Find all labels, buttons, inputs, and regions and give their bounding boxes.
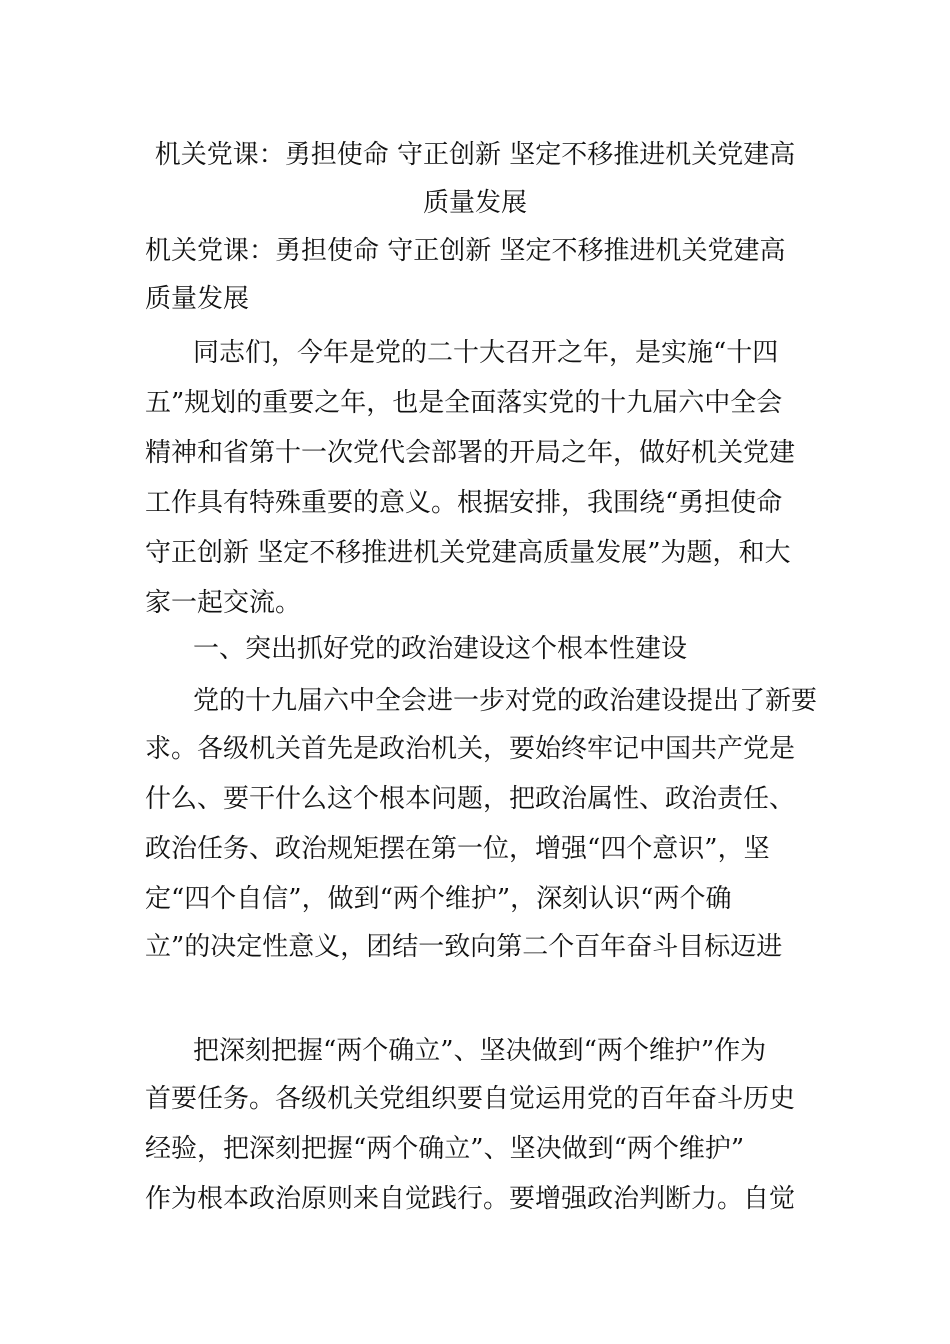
paragraph1-line-3: 精神和省第十一次党代会部署的开局之年，做好机关党建 [145, 438, 796, 468]
paragraph3-line-3: 经验，把深刻把握“两个确立”、坚决做到“两个维护” [145, 1134, 745, 1164]
document-title-line-2: 质量发展 [422, 188, 527, 218]
section-1-heading: 一、突出抓好党的政治建设这个根本性建设 [193, 634, 688, 664]
paragraph2-line-6: 立”的决定性意义，团结一致向第二个百年奋斗目标迈进 [145, 932, 783, 962]
heading-repeat-line-2: 质量发展 [145, 284, 250, 314]
paragraph2-line-3: 什么、要干什么这个根本问题，把政治属性、政治责任、 [145, 784, 796, 814]
paragraph2-line-2: 求。各级机关首先是政治机关，要始终牢记中国共产党是 [145, 734, 796, 764]
paragraph1-line-5: 守正创新 坚定不移推进机关党建高质量发展”为题，和大 [145, 538, 791, 568]
paragraph1-line-2: 五”规划的重要之年，也是全面落实党的十九届六中全会 [145, 388, 783, 418]
heading-repeat-line-1 [145, 234, 805, 268]
paragraph3-line-2: 首要任务。各级机关党组织要自觉运用党的百年奋斗历史 [145, 1084, 796, 1114]
paragraph2-line-1: 党的十九届六中全会进一步对党的政治建设提出了新要 [193, 686, 818, 716]
paragraph1-line-6: 家一起交流。 [145, 588, 302, 618]
paragraph2-line-4: 政治任务、政治规矩摆在第一位，增强“四个意识”，坚 [145, 834, 770, 864]
paragraph3-line-1: 把深刻把握“两个确立”、坚决做到“两个维护”作为 [193, 1036, 767, 1066]
paragraph1-line-1: 同志们，今年是党的二十大召开之年，是实施“十四 [193, 338, 779, 368]
heading-repeat-text-1: 机关党课：勇担使命 守正创新 坚定不移推进机关党建高 [145, 236, 786, 266]
document-title-line-1: 机关党课：勇担使命 守正创新 坚定不移推进机关党建高 [154, 140, 796, 170]
paragraph1-line-4: 工作具有特殊重要的意义。根据安排，我围绕“勇担使命 [145, 488, 783, 518]
paragraph3-line-4: 作为根本政治原则来自觉践行。要增强政治判断力。自觉 [145, 1184, 796, 1214]
paragraph2-line-5: 定“四个自信”，做到“两个维护”，深刻认识“两个确 [145, 884, 732, 914]
